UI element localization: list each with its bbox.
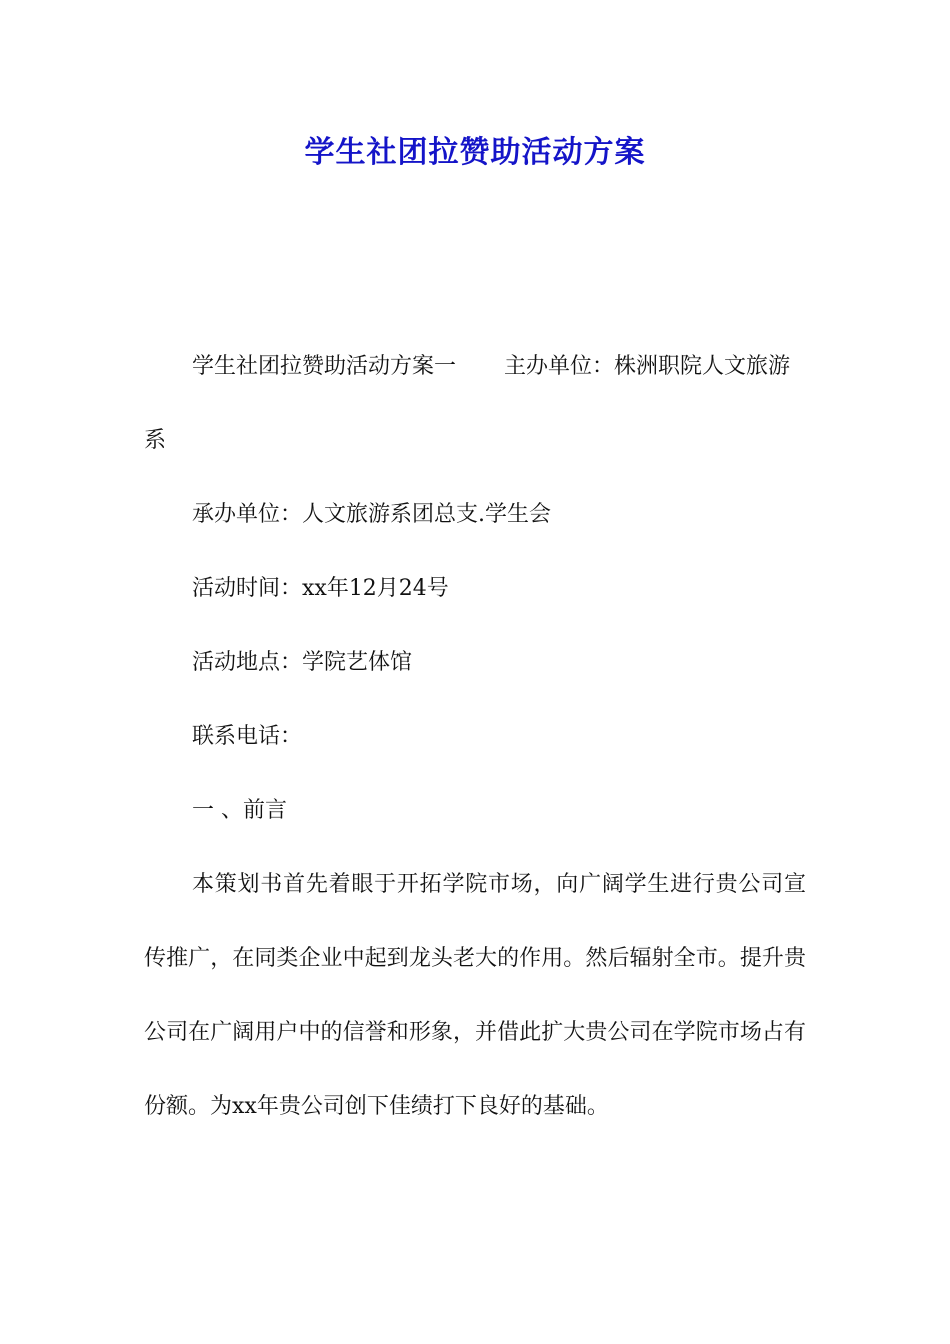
section-paragraph: 本策划书首先着眼于开拓学院市场，向广阔学生进行贵公司宣传推广，在同类企业中起到龙头老大的作用。然后辐射全市。提升贵公司在广阔用户中的信誉和形象，并借此扩大贵公司在学院市场占有份额。为xx年贵公司创下佳绩打下良好的基础。: [144, 872, 806, 1119]
location-paragraph: 活动地点：学院艺体馆: [192, 650, 413, 675]
sponsor-unit: 主办单位：株洲职院人文旅游系: [144, 354, 791, 453]
phone-paragraph: 联系电话：: [192, 724, 303, 749]
document-body: [144, 330, 806, 1144]
plan-name: 学生社团拉赞助活动方案一: [192, 354, 457, 379]
time-paragraph: 活动时间：xx年12月24号: [192, 576, 449, 601]
document-title: 学生社团拉赞助活动方案: [304, 135, 646, 170]
header-paragraph: [144, 330, 806, 478]
organizer-paragraph: 承办单位：人文旅游系团总支.学生会: [192, 502, 551, 527]
section-heading: 一 、前言: [192, 798, 287, 823]
